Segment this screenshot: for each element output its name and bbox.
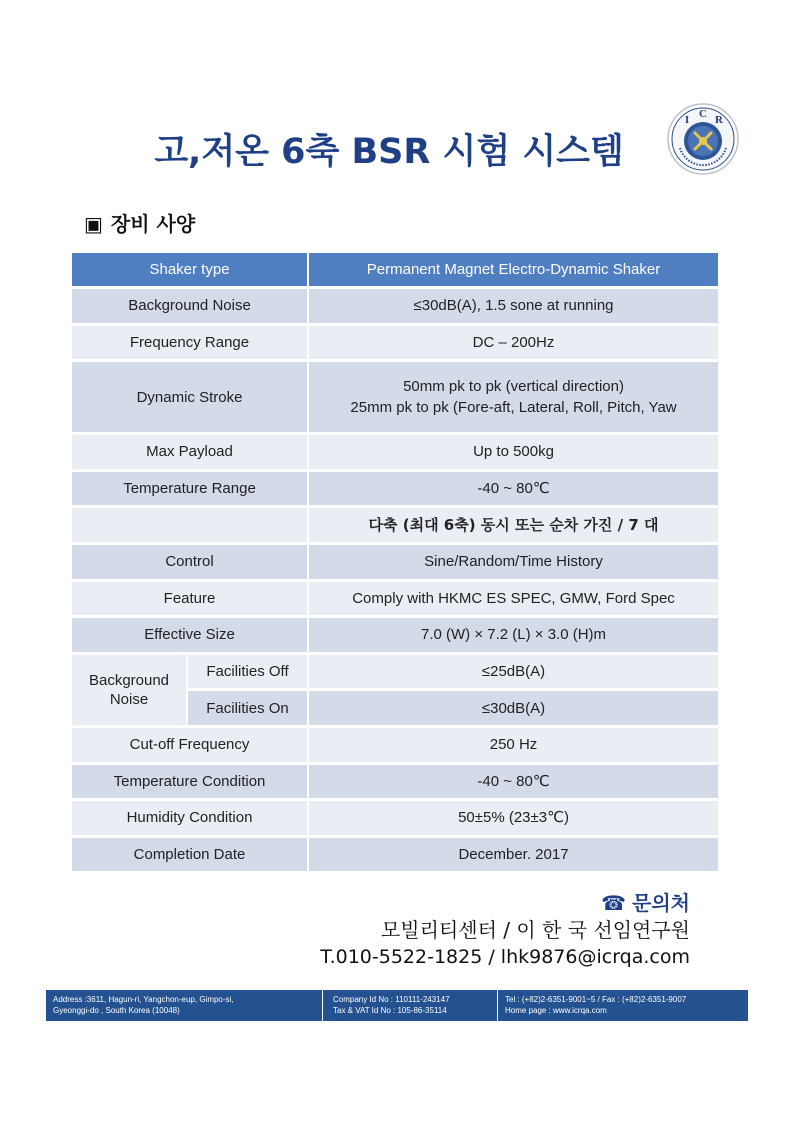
section-title: 장비 사양 bbox=[110, 212, 196, 236]
row-value: 250 Hz bbox=[309, 728, 718, 762]
logo-letter-i: I bbox=[684, 114, 690, 126]
table-row bbox=[72, 545, 718, 579]
footer-address-line: Gyeonggi-do , South Korea (10048) bbox=[53, 1006, 180, 1015]
table-row bbox=[72, 801, 718, 835]
spec-table bbox=[70, 250, 720, 874]
row-label: Background Noise bbox=[72, 289, 307, 323]
noise-group-label: Background Noise bbox=[72, 655, 186, 725]
table-row bbox=[72, 289, 718, 323]
logo-letter-c: C bbox=[699, 108, 707, 120]
row-value: ≤25dB(A) bbox=[309, 655, 718, 689]
multi-axis-note: 다축 (최대 6축) 동시 또는 순차 가진 / 7 대 bbox=[309, 508, 718, 542]
page-title: 고,저온 6축 BSR 시험 시스템 bbox=[154, 132, 624, 172]
row-label: Frequency Range bbox=[72, 326, 307, 360]
phone-icon: ☎ bbox=[601, 891, 627, 915]
table-row bbox=[72, 618, 718, 652]
row-sublabel: Facilities On bbox=[188, 691, 307, 725]
table-row bbox=[72, 655, 718, 689]
contact-person: 모빌리티센터 / 이 한 국 선임연구원 bbox=[380, 918, 690, 942]
icr-seal-logo bbox=[666, 102, 740, 176]
row-value bbox=[309, 362, 718, 432]
footer-contact bbox=[505, 994, 686, 1016]
footer-divider bbox=[322, 990, 323, 1021]
section-marker-icon: ▣ bbox=[84, 212, 103, 236]
table-row bbox=[72, 765, 718, 799]
table-row bbox=[72, 508, 718, 542]
row-label: Max Payload bbox=[72, 435, 307, 469]
row-value: -40 ~ 80℃ bbox=[309, 472, 718, 506]
row-value: ≤30dB(A), 1.5 sone at running bbox=[309, 289, 718, 323]
row-value: 7.0 (W) × 7.2 (L) × 3.0 (H)m bbox=[309, 618, 718, 652]
row-label: Temperature Condition bbox=[72, 765, 307, 799]
row-label: Effective Size bbox=[72, 618, 307, 652]
row-label: Completion Date bbox=[72, 838, 307, 872]
row-label: Humidity Condition bbox=[72, 801, 307, 835]
footer-company bbox=[333, 994, 450, 1016]
footer-address-line: Address :3611, Hagun-ri, Yangchon-eup, Gimpo-si, bbox=[53, 995, 234, 1004]
row-label: Temperature Range bbox=[72, 472, 307, 506]
row-value-line: 25mm pk to pk (Fore-aft, Lateral, Roll, Pitch, Yaw bbox=[350, 399, 677, 417]
section-heading bbox=[84, 208, 195, 237]
row-sublabel: Facilities Off bbox=[188, 655, 307, 689]
row-value: Comply with HKMC ES SPEC, GMW, Ford Spec bbox=[309, 582, 718, 616]
footer-address bbox=[53, 994, 234, 1016]
header-value: Permanent Magnet Electro-Dynamic Shaker bbox=[309, 253, 718, 286]
table-row bbox=[72, 582, 718, 616]
row-label: Cut-off Frequency bbox=[72, 728, 307, 762]
footer-divider bbox=[497, 990, 498, 1021]
contact-block bbox=[320, 890, 690, 970]
row-value-line: 50mm pk to pk (vertical direction) bbox=[403, 378, 624, 396]
table-row bbox=[72, 362, 718, 432]
logo-letter-r: R bbox=[715, 114, 723, 126]
header-label: Shaker type bbox=[72, 253, 307, 286]
contact-heading-text: 문의처 bbox=[632, 891, 690, 915]
row-label: Feature bbox=[72, 582, 307, 616]
footer-contact-line: Home page : www.icrqa.com bbox=[505, 1006, 607, 1015]
table-row bbox=[72, 838, 718, 872]
row-label bbox=[72, 508, 307, 542]
row-value: 50±5% (23±3℃) bbox=[309, 801, 718, 835]
row-value: ≤30dB(A) bbox=[309, 691, 718, 725]
table-row bbox=[72, 472, 718, 506]
row-value: DC – 200Hz bbox=[309, 326, 718, 360]
row-value: Sine/Random/Time History bbox=[309, 545, 718, 579]
table-row bbox=[72, 326, 718, 360]
footer-company-line: Company Id No : 110111-243147 bbox=[333, 995, 450, 1004]
contact-phone-email: T.010-5522-1825 / lhk9876@icrqa.com bbox=[320, 946, 690, 968]
table-header-row bbox=[72, 253, 718, 286]
footer-bar bbox=[46, 990, 748, 1021]
footer-company-line: Tax & VAT Id No : 105-86-35114 bbox=[333, 1006, 447, 1015]
table-row bbox=[72, 728, 718, 762]
row-label: Control bbox=[72, 545, 307, 579]
footer-contact-line: Tel : (+82)2-6351-9001~5 / Fax : (+82)2-6351-9007 bbox=[505, 995, 687, 1004]
row-value: -40 ~ 80℃ bbox=[309, 765, 718, 799]
row-value: Up to 500kg bbox=[309, 435, 718, 469]
row-value: December. 2017 bbox=[309, 838, 718, 872]
contact-heading bbox=[320, 890, 690, 916]
row-label: Dynamic Stroke bbox=[72, 362, 307, 432]
table-row bbox=[72, 435, 718, 469]
